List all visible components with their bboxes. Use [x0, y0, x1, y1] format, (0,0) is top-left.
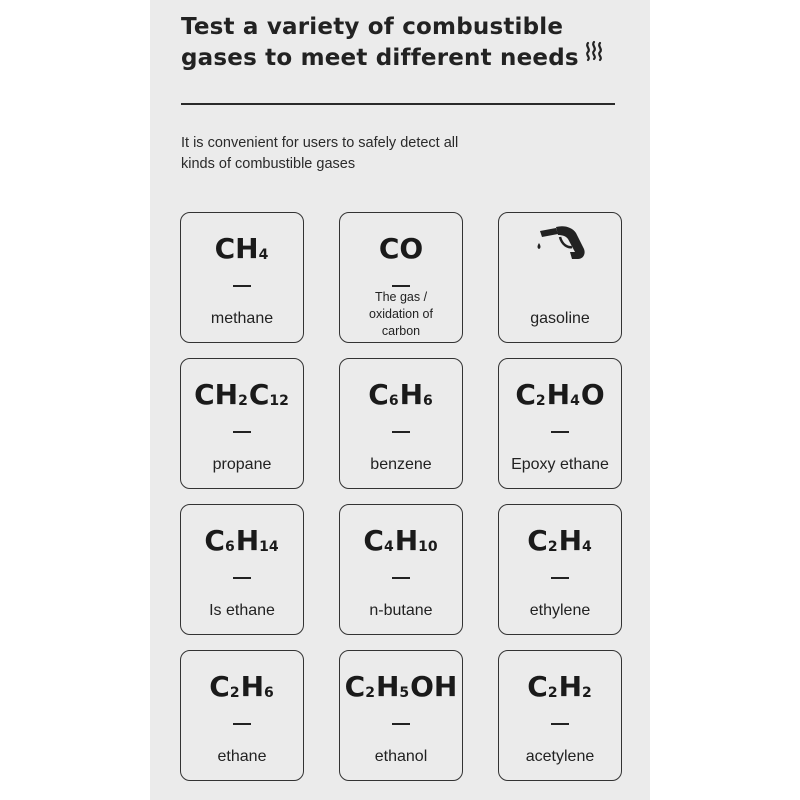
- gas-card-is-ethane: [180, 504, 304, 635]
- formula-subscript: 2: [547, 539, 558, 555]
- formula-element: H: [375, 670, 400, 703]
- formula-subscript: 10: [418, 539, 438, 555]
- gas-card-ethylene: [498, 504, 622, 635]
- formula-element: C: [527, 670, 548, 703]
- formula-subscript: 4: [570, 393, 580, 409]
- fuel-nozzle-icon: [534, 221, 590, 273]
- page-heading: [181, 12, 581, 74]
- formula-element: CH: [194, 378, 239, 411]
- separator-dash: [392, 285, 410, 287]
- gas-name: Epoxy ethane: [511, 456, 609, 473]
- gas-formula: [499, 669, 621, 710]
- separator-dash: [551, 577, 569, 579]
- gas-card-benzene: [339, 358, 463, 489]
- heat-waves-icon: [583, 40, 605, 62]
- gas-name: propane: [212, 456, 272, 473]
- formula-element: OH: [410, 670, 458, 703]
- formula-element: C: [204, 524, 225, 557]
- formula-element: C: [515, 378, 536, 411]
- formula-subscript: 2: [229, 685, 240, 701]
- gas-card-gasoline: [498, 212, 622, 343]
- formula-element: H: [235, 524, 260, 557]
- formula-element: C: [344, 670, 366, 703]
- heading-line-2: gases to meet different needs: [181, 45, 579, 71]
- formula-subscript: 2: [582, 685, 592, 701]
- gas-card-epoxy-ethane: [498, 358, 622, 489]
- separator-dash: [233, 723, 251, 725]
- gas-name: ethylene: [529, 602, 591, 619]
- formula-element: C: [368, 378, 389, 411]
- separator-dash: [392, 723, 410, 725]
- formula-element: C: [527, 524, 548, 557]
- formula-element: H: [240, 670, 264, 703]
- content-panel: [150, 0, 650, 800]
- formula-element: H: [394, 524, 419, 557]
- formula-subscript: 6: [224, 539, 235, 555]
- formula-subscript: 2: [535, 393, 546, 409]
- gas-formula: [340, 669, 462, 710]
- formula-subscript: 12: [269, 393, 289, 409]
- gas-formula: [340, 377, 462, 418]
- separator-dash: [233, 577, 251, 579]
- formula-subscript: 4: [383, 539, 394, 555]
- formula-element: O: [580, 378, 605, 411]
- gas-formula: [181, 523, 303, 564]
- gas-card-propane: [180, 358, 304, 489]
- gas-formula: [181, 377, 303, 418]
- formula-element: H: [546, 378, 571, 411]
- formula-subscript: 5: [399, 685, 410, 701]
- gas-card-methane: [180, 212, 304, 343]
- formula-element: H: [399, 378, 423, 411]
- gas-name: gasoline: [530, 310, 590, 327]
- divider: [181, 103, 615, 105]
- gas-name: methane: [210, 310, 274, 327]
- gas-name: acetylene: [525, 748, 595, 765]
- formula-subscript: 6: [388, 393, 399, 409]
- gas-grid: [180, 212, 622, 781]
- formula-subscript: 14: [259, 539, 279, 555]
- gas-card-ethane: [180, 650, 304, 781]
- gas-formula: [499, 523, 621, 564]
- formula-subscript: 2: [365, 685, 375, 701]
- formula-subscript: 2: [238, 393, 248, 409]
- formula-subscript: 6: [423, 393, 433, 409]
- gas-name: ethanol: [374, 748, 428, 765]
- subtitle-line-1: It is convenient for users to safely detect all: [181, 135, 459, 151]
- formula-subscript: 2: [547, 685, 558, 701]
- gas-name: benzene: [370, 456, 432, 473]
- formula-element: CO: [378, 232, 424, 265]
- formula-element: H: [558, 670, 582, 703]
- separator-dash: [233, 285, 251, 287]
- subtitle: [181, 133, 561, 175]
- gas-formula: [181, 669, 303, 710]
- gas-name: The gas / oxidation of carbon: [369, 290, 433, 338]
- gas-card-carbon-monoxide: [339, 212, 463, 343]
- formula-element: CH: [214, 232, 259, 265]
- separator-dash: [551, 431, 569, 433]
- formula-element: C: [248, 378, 270, 411]
- gas-card-n-butane: [339, 504, 463, 635]
- formula-element: C: [209, 670, 230, 703]
- gas-formula: [340, 231, 462, 267]
- gas-card-acetylene: [498, 650, 622, 781]
- formula-element: H: [558, 524, 582, 557]
- formula-subscript: 6: [264, 685, 274, 701]
- formula-element: C: [363, 524, 384, 557]
- gas-name: ethane: [217, 748, 267, 765]
- gas-name: n-butane: [369, 602, 433, 619]
- subtitle-line-2: kinds of combustible gases: [181, 156, 356, 172]
- gas-card-ethanol: [339, 650, 463, 781]
- separator-dash: [392, 431, 410, 433]
- separator-dash: [233, 431, 251, 433]
- heading-line-1: Test a variety of combustible: [181, 14, 564, 40]
- formula-subscript: 4: [582, 539, 592, 555]
- formula-subscript: 4: [258, 247, 269, 263]
- gas-formula: [499, 377, 621, 418]
- gas-formula: [340, 523, 462, 564]
- gas-name: Is ethane: [209, 602, 275, 619]
- separator-dash: [551, 723, 569, 725]
- separator-dash: [392, 577, 410, 579]
- gas-formula: [181, 231, 303, 272]
